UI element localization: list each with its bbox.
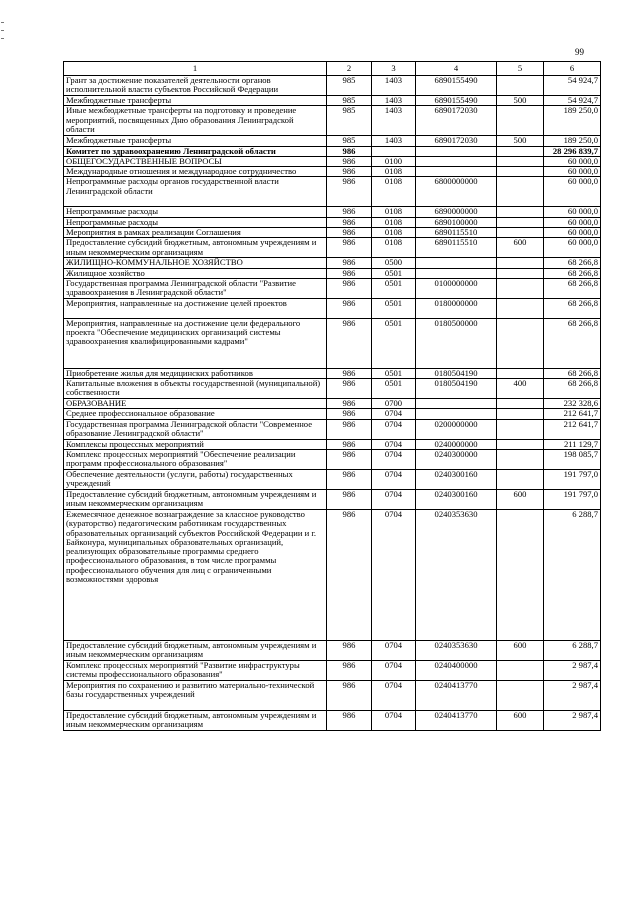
table-row [64,177,601,207]
amount-cell: 211 129,7 [544,439,601,449]
scan-edge-mark [1,38,4,39]
col4-cell: 0240353630 [416,640,497,660]
col3-cell: 0108 [372,177,416,207]
col3-cell: 0700 [372,399,416,409]
col5-cell: 600 [497,238,544,258]
col2-cell: 985 [327,96,372,106]
col5-cell [497,207,544,217]
table-row [64,379,601,399]
table-header-row [64,62,601,76]
col5-cell [497,217,544,227]
col2-cell: 986 [327,379,372,399]
col2-cell: 986 [327,146,372,156]
col2-cell: 986 [327,258,372,268]
table-row [64,268,601,278]
col5-cell [497,156,544,166]
table-row [64,509,601,640]
amount-cell: 2 987,4 [544,710,601,730]
col4-cell: 6800000000 [416,177,497,207]
col3-cell: 0501 [372,298,416,318]
col4-cell: 0240000000 [416,439,497,449]
table-row [64,680,601,710]
name-cell: Комплексы процессных мероприятий [64,439,327,449]
table-row [64,409,601,419]
name-cell: Комплекс процессных мероприятий "Обеспечение реализации программ профессионального образования" [64,449,327,469]
col5-cell: 400 [497,379,544,399]
table-row [64,439,601,449]
name-cell: Среднее профессиональное образование [64,409,327,419]
table-row [64,227,601,237]
amount-cell: 6 288,7 [544,640,601,660]
table-row [64,156,601,166]
col4-cell [416,258,497,268]
name-cell: Комитет по здравоохранению Ленинградской области [64,146,327,156]
amount-cell: 2 987,4 [544,660,601,680]
col3-cell: 0704 [372,640,416,660]
col2-cell: 986 [327,278,372,298]
col3-cell: 0501 [372,278,416,298]
table-row [64,368,601,378]
col4-cell: 6890000000 [416,207,497,217]
table-row [64,217,601,227]
table-row [64,238,601,258]
col4-cell: 0200000000 [416,419,497,439]
budget-table [63,61,601,731]
col3-cell: 0704 [372,710,416,730]
col4-cell: 6890172030 [416,106,497,136]
col5-cell [497,660,544,680]
name-cell: Непрограммные расходы [64,217,327,227]
header-cell: 5 [497,62,544,76]
name-cell: Жилищное хозяйство [64,268,327,278]
col2-cell: 986 [327,268,372,278]
amount-cell: 68 266,8 [544,268,601,278]
amount-cell: 68 266,8 [544,278,601,298]
col3-cell: 0108 [372,217,416,227]
col2-cell: 986 [327,399,372,409]
col5-cell: 500 [497,136,544,146]
name-cell: Предоставление субсидий бюджетным, автономным учреждениям и иным некоммерческим организациям [64,238,327,258]
col4-cell: 0180000000 [416,298,497,318]
name-cell: Мероприятия, направленные на достижение целей проектов [64,298,327,318]
col5-cell [497,680,544,710]
col4-cell [416,268,497,278]
table-row [64,76,601,96]
amount-cell: 68 266,8 [544,258,601,268]
page-number: 99 [575,47,584,57]
table-row [64,419,601,439]
col5-cell [497,399,544,409]
table-row [64,318,601,368]
col3-cell: 0501 [372,379,416,399]
table-row [64,489,601,509]
header-cell: 4 [416,62,497,76]
table-row [64,399,601,409]
col4-cell: 0180504190 [416,379,497,399]
col4-cell: 0240300160 [416,489,497,509]
col4-cell: 0240413770 [416,710,497,730]
amount-cell: 60 000,0 [544,177,601,207]
amount-cell: 212 641,7 [544,419,601,439]
name-cell: Непрограммные расходы [64,207,327,217]
amount-cell: 60 000,0 [544,227,601,237]
name-cell: Государственная программа Ленинградской области "Современное образование Ленинградской области" [64,419,327,439]
col5-cell: 500 [497,96,544,106]
table-row [64,258,601,268]
col3-cell: 0704 [372,469,416,489]
amount-cell: 191 797,0 [544,469,601,489]
table-row [64,167,601,177]
name-cell: Ежемесячное денежное вознаграждение за классное руководство (кураторство) педагогическим работникам государственных образовательных организаций субъектов Российской Федерации и г. Байконура, муниципальных образовательных организаций, реализующих образовательные программы среднего профессионального образования, в том числе программы профессионального обучения для лиц с ограниченными возможностями здоровья [64,509,327,640]
name-cell: Обеспечение деятельности (услуги, работы) государственных учреждений [64,469,327,489]
col4-cell: 6890172030 [416,136,497,146]
col5-cell [497,409,544,419]
table-row [64,146,601,156]
amount-cell: 212 641,7 [544,409,601,419]
col4-cell: 6890115510 [416,238,497,258]
col2-cell: 986 [327,238,372,258]
col4-cell: 0240400000 [416,660,497,680]
col5-cell: 600 [497,710,544,730]
col2-cell: 986 [327,449,372,469]
col4-cell [416,167,497,177]
col3-cell: 0704 [372,409,416,419]
col3-cell: 0704 [372,660,416,680]
col4-cell [416,409,497,419]
col3-cell: 1403 [372,106,416,136]
name-cell: Непрограммные расходы органов государственной власти Ленинградской области [64,177,327,207]
col3-cell: 0501 [372,318,416,368]
header-cell: 2 [327,62,372,76]
table-row [64,96,601,106]
amount-cell: 68 266,8 [544,298,601,318]
col3-cell: 0500 [372,258,416,268]
col2-cell: 986 [327,489,372,509]
col2-cell: 986 [327,640,372,660]
col2-cell: 986 [327,419,372,439]
header-cell: 1 [64,62,327,76]
name-cell: Предоставление субсидий бюджетным, автономным учреждениям и иным некоммерческим организациям [64,640,327,660]
col5-cell [497,298,544,318]
col2-cell: 985 [327,136,372,146]
col2-cell: 986 [327,368,372,378]
col3-cell: 0704 [372,419,416,439]
col5-cell [497,76,544,96]
col2-cell: 986 [327,217,372,227]
col3-cell: 0100 [372,156,416,166]
name-cell: Мероприятия по сохранению и развитию материально-технической базы государственных учреждений [64,680,327,710]
amount-cell: 189 250,0 [544,136,601,146]
col2-cell: 986 [327,409,372,419]
col5-cell: 600 [497,489,544,509]
col2-cell: 985 [327,76,372,96]
col2-cell: 986 [327,156,372,166]
table-row [64,278,601,298]
col3-cell: 0704 [372,449,416,469]
col3-cell [372,146,416,156]
col4-cell: 0240300000 [416,449,497,469]
col4-cell [416,146,497,156]
col5-cell [497,278,544,298]
amount-cell: 2 987,4 [544,680,601,710]
col5-cell [497,439,544,449]
col4-cell: 6890100000 [416,217,497,227]
amount-cell: 232 328,6 [544,399,601,409]
amount-cell: 198 085,7 [544,449,601,469]
col5-cell [497,258,544,268]
col2-cell: 986 [327,439,372,449]
col5-cell [497,268,544,278]
name-cell: Межбюджетные трансферты [64,136,327,146]
col3-cell: 1403 [372,96,416,106]
amount-cell: 68 266,8 [544,318,601,368]
name-cell: Предоставление субсидий бюджетным, автономным учреждениям и иным некоммерческим организациям [64,710,327,730]
name-cell: ЖИЛИЩНО-КОММУНАЛЬНОЕ ХОЗЯЙСТВО [64,258,327,268]
amount-cell: 191 797,0 [544,489,601,509]
col3-cell: 0704 [372,439,416,449]
name-cell: Мероприятия в рамках реализации Соглашения [64,227,327,237]
table-row [64,710,601,730]
col2-cell: 986 [327,177,372,207]
name-cell: Капитальные вложения в объекты государственной (муниципальной) собственности [64,379,327,399]
scan-edge-mark [1,30,4,31]
name-cell: Предоставление субсидий бюджетным, автономным учреждениям и иным некоммерческим организациям [64,489,327,509]
amount-cell: 68 266,8 [544,368,601,378]
col3-cell: 0108 [372,207,416,217]
table-row [64,660,601,680]
scan-edge-mark [1,22,4,23]
col4-cell [416,156,497,166]
col2-cell: 986 [327,660,372,680]
amount-cell: 28 296 839,7 [544,146,601,156]
amount-cell: 60 000,0 [544,217,601,227]
table-row [64,640,601,660]
col4-cell: 6890115510 [416,227,497,237]
name-cell: ОБЩЕГОСУДАРСТВЕННЫЕ ВОПРОСЫ [64,156,327,166]
name-cell: Приобретение жилья для медицинских работников [64,368,327,378]
col5-cell [497,227,544,237]
col3-cell: 0108 [372,238,416,258]
amount-cell: 60 000,0 [544,156,601,166]
col3-cell: 0108 [372,167,416,177]
col4-cell: 0100000000 [416,278,497,298]
col2-cell: 986 [327,207,372,217]
col5-cell [497,167,544,177]
header-cell: 6 [544,62,601,76]
col2-cell: 986 [327,318,372,368]
col3-cell: 0704 [372,489,416,509]
col5-cell [497,106,544,136]
col3-cell: 0501 [372,368,416,378]
col4-cell: 0180504190 [416,368,497,378]
amount-cell: 60 000,0 [544,167,601,177]
name-cell: Комплекс процессных мероприятий "Развитие инфраструктуры системы профессионального образования" [64,660,327,680]
amount-cell: 68 266,8 [544,379,601,399]
table-row [64,298,601,318]
amount-cell: 60 000,0 [544,207,601,217]
table-row [64,106,601,136]
name-cell: Межбюджетные трансферты [64,96,327,106]
name-cell: Государственная программа Ленинградской области "Развитие здравоохранения в Ленинградской области" [64,278,327,298]
amount-cell: 60 000,0 [544,238,601,258]
col3-cell: 0108 [372,227,416,237]
col4-cell [416,399,497,409]
col2-cell: 986 [327,227,372,237]
col4-cell: 6890155490 [416,96,497,106]
col2-cell: 985 [327,106,372,136]
col5-cell [497,509,544,640]
name-cell: Иные межбюджетные трансферты на подготовку и проведение мероприятий, посвященных Дню образования Ленинградской области [64,106,327,136]
header-cell: 3 [372,62,416,76]
col4-cell: 6890155490 [416,76,497,96]
col2-cell: 986 [327,509,372,640]
name-cell: Международные отношения и международное сотрудничество [64,167,327,177]
col2-cell: 986 [327,710,372,730]
col2-cell: 986 [327,298,372,318]
col5-cell [497,318,544,368]
col5-cell [497,368,544,378]
col4-cell: 0180500000 [416,318,497,368]
col2-cell: 986 [327,680,372,710]
col3-cell: 0704 [372,509,416,640]
col3-cell: 1403 [372,136,416,146]
col4-cell: 0240353630 [416,509,497,640]
amount-cell: 54 924,7 [544,76,601,96]
amount-cell: 6 288,7 [544,509,601,640]
col5-cell [497,146,544,156]
col5-cell [497,449,544,469]
table-row [64,136,601,146]
col5-cell [497,469,544,489]
table-row [64,469,601,489]
name-cell: ОБРАЗОВАНИЕ [64,399,327,409]
table-row [64,449,601,469]
amount-cell: 54 924,7 [544,96,601,106]
col5-cell [497,177,544,207]
col5-cell [497,419,544,439]
col4-cell: 0240413770 [416,680,497,710]
name-cell: Мероприятия, направленные на достижение цели федерального проекта "Обеспечение медицинских организаций системы здравоохранения квалифицированными кадрами" [64,318,327,368]
amount-cell: 189 250,0 [544,106,601,136]
col5-cell: 600 [497,640,544,660]
col3-cell: 0704 [372,680,416,710]
name-cell: Грант за достижение показателей деятельности органов исполнительной власти субъектов Российской Федерации [64,76,327,96]
col2-cell: 986 [327,469,372,489]
col2-cell: 986 [327,167,372,177]
table-row [64,207,601,217]
col4-cell: 0240300160 [416,469,497,489]
col3-cell: 1403 [372,76,416,96]
col3-cell: 0501 [372,268,416,278]
